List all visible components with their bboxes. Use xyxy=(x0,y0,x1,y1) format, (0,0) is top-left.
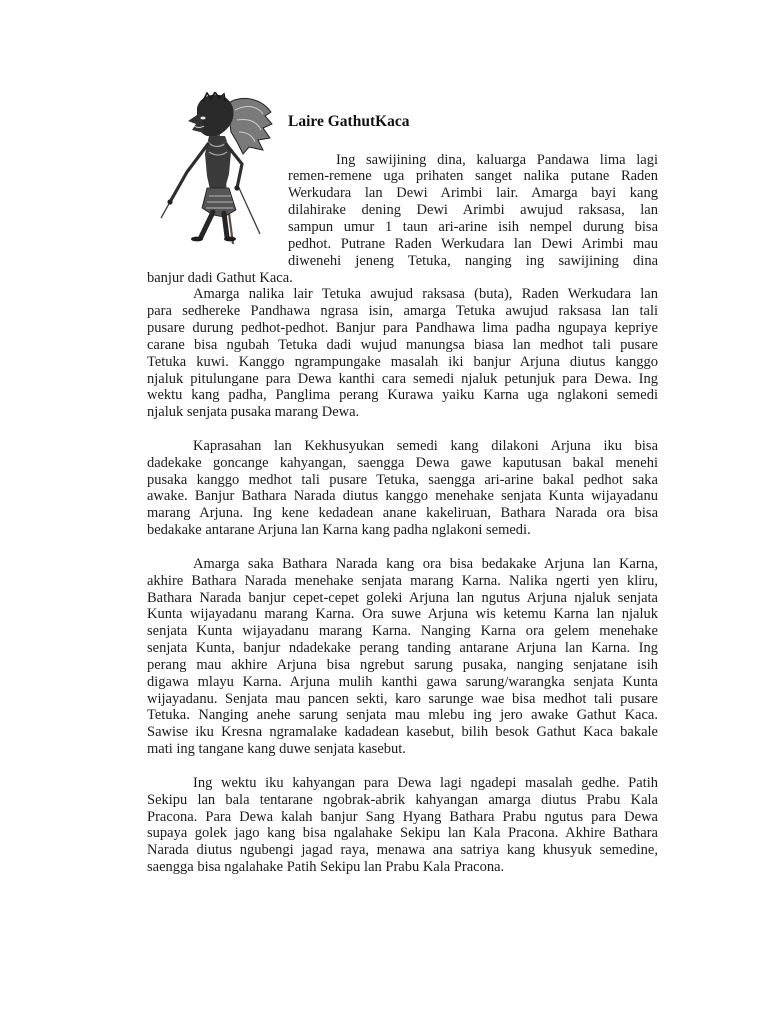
text-line: diwenehi jeneng Tetuka, nanging ing sawijining dina xyxy=(288,252,658,269)
text-line: Sawise iku Kresna ngramalake kadadean kasebut, bilih besok Gathut Kaca bakale xyxy=(147,724,658,741)
text-line: Sekipu lan bala tentarane ngobrak-abrik kahyangan amarga diutus Prabu Kala xyxy=(147,791,658,808)
text-line: pedhot. Putrane Raden Werkudara lan Dewi Arimbi mau xyxy=(288,235,658,252)
text-line: supaya golek jago kang bisa ngalahake Sekipu lan Kala Pracona. Akhire Bathara xyxy=(147,825,658,842)
text-line: Kaprasahan lan Kekhusyukan semedi kang dilakoni Arjuna iku bisa xyxy=(193,437,658,454)
text-line: mati ing tangane kang duwe senjata kasebut. xyxy=(147,741,406,758)
text-line: Pracona. Para Dewa kalah banjur Sang Hyang Bathara Prabu ngutus para Dewa xyxy=(147,808,658,825)
text-line: dadekake goncange kahyangan, saengga Dewa gawe kaputusan bakal menehi xyxy=(147,454,658,471)
paragraph-5 xyxy=(147,775,658,876)
text-line: wektu kang padha, Panglima perang Kurawa yaiku Karna uga nglakoni semedi xyxy=(147,387,658,404)
text-line: Amarga saka Bathara Narada kang ora bisa bedakake Arjuna lan Karna, xyxy=(193,555,658,572)
text-line: pusaka kanggo medhot tali pusare Tetuka, saengga ari-arine bakal pedhot saka xyxy=(147,471,658,488)
text-line: njaluk pitulungane para Dewa kanthi cara semedi njaluk petunjuk para Dewa. Ing xyxy=(147,370,658,387)
text-line: senjata Kunta wijayadanu marang Karna. Nanging Karna ora gelem menehake xyxy=(147,623,658,640)
article-title: Laire GathutKaca xyxy=(288,113,410,130)
text-line: digawa mlayu Karna. Arjuna mulih kanthi gawa sarung/warangka senjata Kunta xyxy=(147,673,658,690)
text-line: Tetuka kuwi. Kanggo ngrampungake masalah iki banjur Arjuna diutus kanggo xyxy=(147,353,658,370)
paragraph-4 xyxy=(147,556,658,758)
text-line: Bathara Narada banjur cepet-cepet goleki Arjuna lan ngutus Arjuna njaluk senjata xyxy=(147,589,658,606)
text-line: wijayadanu. Senjata mau pancen sekti, karo sarunge wae bisa medhot tali pusare xyxy=(147,690,658,707)
text-line: sampun umur 1 taun ari-arine isih nempel durung bisa xyxy=(288,218,658,235)
text-line: Ing sawijining dina, kaluarga Pandawa lima lagi xyxy=(336,151,658,168)
text-line: Amarga nalika lair Tetuka awujud raksasa (buta), Raden Werkudara lan xyxy=(193,286,658,303)
text-line: Narada diutus ngubengi jagad raya, menawa ana satriya kang khusyuk semedine, xyxy=(147,842,658,859)
text-line: saengga bisa ngalahake Patih Sekipu lan Prabu Kala Pracona. xyxy=(147,859,505,876)
text-line: bedakake antarane Arjuna lan Karna kang padha nglakoni semedi. xyxy=(147,522,531,539)
paragraph-3 xyxy=(147,438,658,539)
text-line: awake. Banjur Bathara Narada diutus kanggo menehake senjata Kunta wijayadanu xyxy=(147,488,658,505)
text-line: marang Arjuna. Ing kene kedadean anane kakeliruan, Bathara Narada ora bisa xyxy=(147,505,658,522)
text-line: Tetuka. Nanging anehe sarung senjata mau mlebu ing jero awake Gathut Kaca. xyxy=(147,707,658,724)
text-line: njaluk senjata pusaka marang Dewa. xyxy=(147,404,360,421)
paragraph-1 xyxy=(147,152,658,287)
text-line: Ing wektu iku kahyangan para Dewa lagi ngadepi masalah gedhe. Patih xyxy=(193,774,658,791)
text-line: carane bisa ngubah Tetuka dadi wujud manungsa biasa lan medhot tali pusare xyxy=(147,336,658,353)
article-body xyxy=(147,152,658,876)
puppet-eye xyxy=(200,117,205,120)
text-line: remen-remene uga prihaten sanget nalika putane Raden xyxy=(288,168,658,185)
text-line: perang mau akhire Arjuna bisa ngrebut sarung pusaka, nanging senjatane isih xyxy=(147,656,658,673)
text-line: Werkudara lan Dewi Arimbi lair. Amarga bayi kang xyxy=(288,185,658,202)
text-line: akhire Bathara Narada menehake senjata marang Karna. Nalika ngerti yen kliru, xyxy=(147,572,658,589)
text-line: para sedhereke Pandhawa ngrasa isin, amarga Tetuka awujud raksasa lan tali xyxy=(147,303,658,320)
text-line: banjur dadi Gathut Kaca. xyxy=(147,269,293,286)
text-line: pusare durung pedhot-pedhot. Banjur para Pandhawa lima padha ngupaya kepriye xyxy=(147,320,658,337)
paragraph-2 xyxy=(147,286,658,421)
text-line: dilahirake dening Dewi Arimbi awujud raksasa, lan xyxy=(288,202,658,219)
text-line: senjata Kunta, banjur ndadekake perang tanding antarane Arjuna lan Karna. Ing xyxy=(147,640,658,657)
text-line: Kunta wijayadanu marang Karna. Ora suwe Arjuna wis ketemu Karna lan njaluk xyxy=(147,606,658,623)
